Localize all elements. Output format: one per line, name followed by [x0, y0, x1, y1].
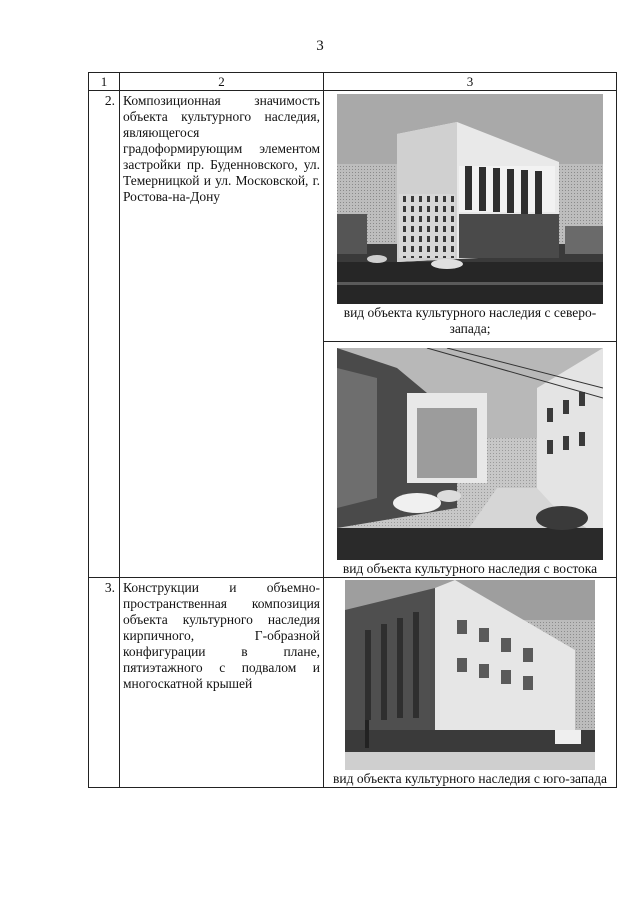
row-number: 3. — [89, 578, 120, 788]
photo-caption: вид объекта культурного наследия с северо-запада; — [343, 305, 597, 336]
row-description: Конструкции и объемно-пространственная композиция объекта культурного наследия кирпичного, Г-образной конфигурации в плане, пятиэтажного с подвалом и многоскатной крышей — [120, 578, 324, 788]
row-description: Композиционная значимость объекта культурного наследия, являющегося градоформирующим элементом застройки пр. Буденновского, ул. Темерницкой и ул. Московской, г. Ростова-на-Дону — [120, 91, 324, 578]
photo-east-view — [337, 348, 603, 560]
header-cell-2: 2 — [120, 73, 324, 91]
photo-cell — [324, 91, 617, 578]
page-number: 3 — [316, 38, 324, 54]
header-cell-1: 1 — [89, 73, 120, 91]
photo-caption: вид объекта культурного наследия с юго-запада — [333, 771, 607, 786]
photo-cell — [324, 578, 617, 788]
photo-northwest-view — [337, 94, 603, 304]
photo-southwest-view — [345, 580, 595, 770]
table-row — [89, 91, 617, 578]
header-cell-3: 3 — [324, 73, 617, 91]
row-number: 2. — [89, 91, 120, 578]
heritage-table — [88, 72, 617, 788]
table-header-row — [89, 73, 617, 91]
photo-caption: вид объекта культурного наследия с востока — [342, 561, 598, 576]
table-row — [89, 578, 617, 788]
